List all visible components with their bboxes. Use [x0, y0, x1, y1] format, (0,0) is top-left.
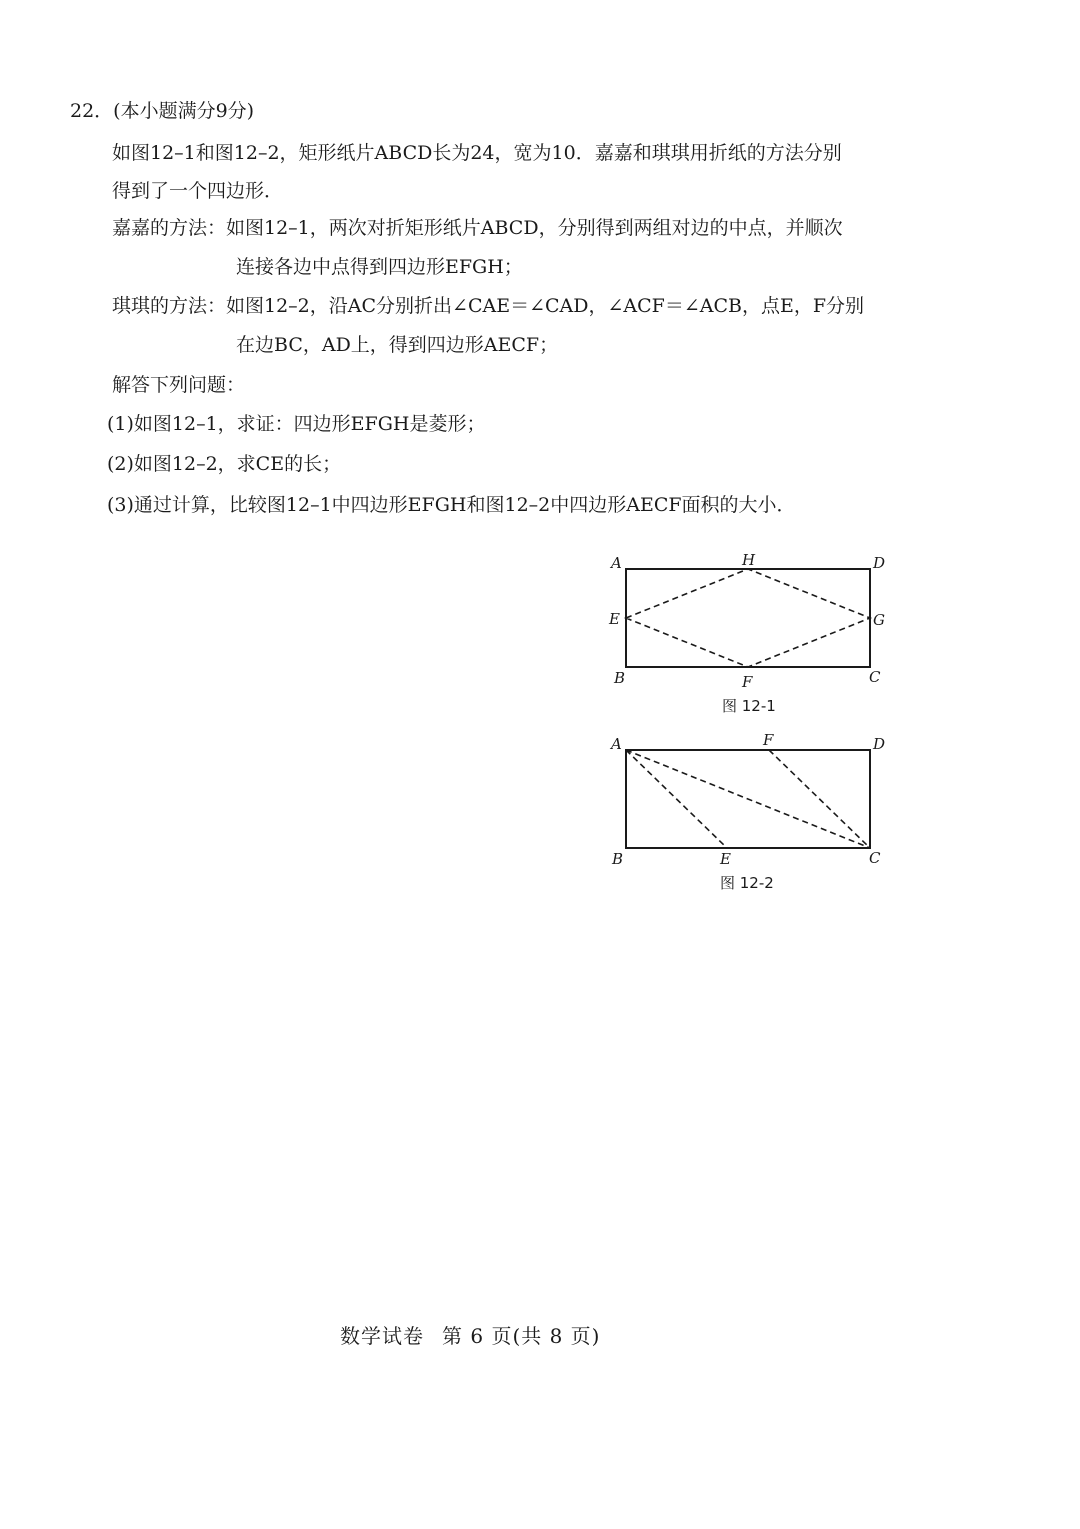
page-footer: [340, 1320, 618, 1349]
figure-12-2-caption: 图 12-2: [720, 874, 774, 892]
label-e: E: [720, 850, 731, 868]
qiqi-method-line2: 在边BC，AD上，得到四边形AECF；: [236, 334, 559, 356]
problem-intro-line1: 如图12–1和图12–2，矩形纸片ABCD长为24，宽为10．嘉嘉和琪琪用折纸的方法分别: [112, 142, 842, 164]
figure-12-1: [608, 551, 885, 715]
segment-fc: [769, 750, 870, 848]
question-number: 22．(本小题满分9分): [70, 100, 255, 122]
jiajia-method-line2: 连接各边中点得到四边形EFGH；: [236, 256, 523, 278]
label-d: D: [873, 554, 886, 572]
label-d: D: [873, 735, 886, 753]
footer-subject: 数学试卷: [340, 1324, 424, 1348]
rectangle-abcd: [626, 569, 870, 667]
label-g: G: [873, 611, 885, 629]
rhombus-efgh: [626, 569, 870, 667]
label-c: C: [869, 668, 881, 686]
label-h: H: [742, 551, 756, 569]
sub-question-3: (3)通过计算，比较图12–1中四边形EFGH和图12–2中四边形AECF面积的大小．: [107, 494, 796, 516]
label-f: F: [763, 731, 774, 749]
label-c: C: [869, 849, 881, 867]
figure-12-2: [609, 731, 885, 892]
label-b: B: [614, 669, 626, 687]
qiqi-method-line1: 琪琪的方法：如图12–2，沿AC分别折出∠CAE＝∠CAD，∠ACF＝∠ACB，点E，F分别: [112, 295, 865, 317]
sub-question-2: (2)如图12–2，求CE的长；: [107, 453, 342, 475]
label-e: E: [609, 610, 620, 628]
segment-ae: [626, 750, 727, 848]
label-a: A: [611, 735, 622, 753]
diagonal-ac: [626, 750, 870, 848]
problem-intro-line2: 得到了一个四边形．: [112, 180, 284, 202]
label-b: B: [612, 850, 624, 868]
answer-prompt: 解答下列问题：: [112, 374, 246, 396]
sub-question-1: (1)如图12–1，求证：四边形EFGH是菱形；: [107, 413, 486, 435]
jiajia-method-line1: 嘉嘉的方法：如图12–1，两次对折矩形纸片ABCD，分别得到两组对边的中点，并顺次: [112, 217, 843, 239]
footer-page-number: 第 6 页(共 8 页): [442, 1324, 601, 1348]
figure-12-1-caption: 图 12-1: [722, 697, 776, 715]
label-f: F: [742, 673, 753, 691]
label-a: A: [611, 554, 622, 572]
